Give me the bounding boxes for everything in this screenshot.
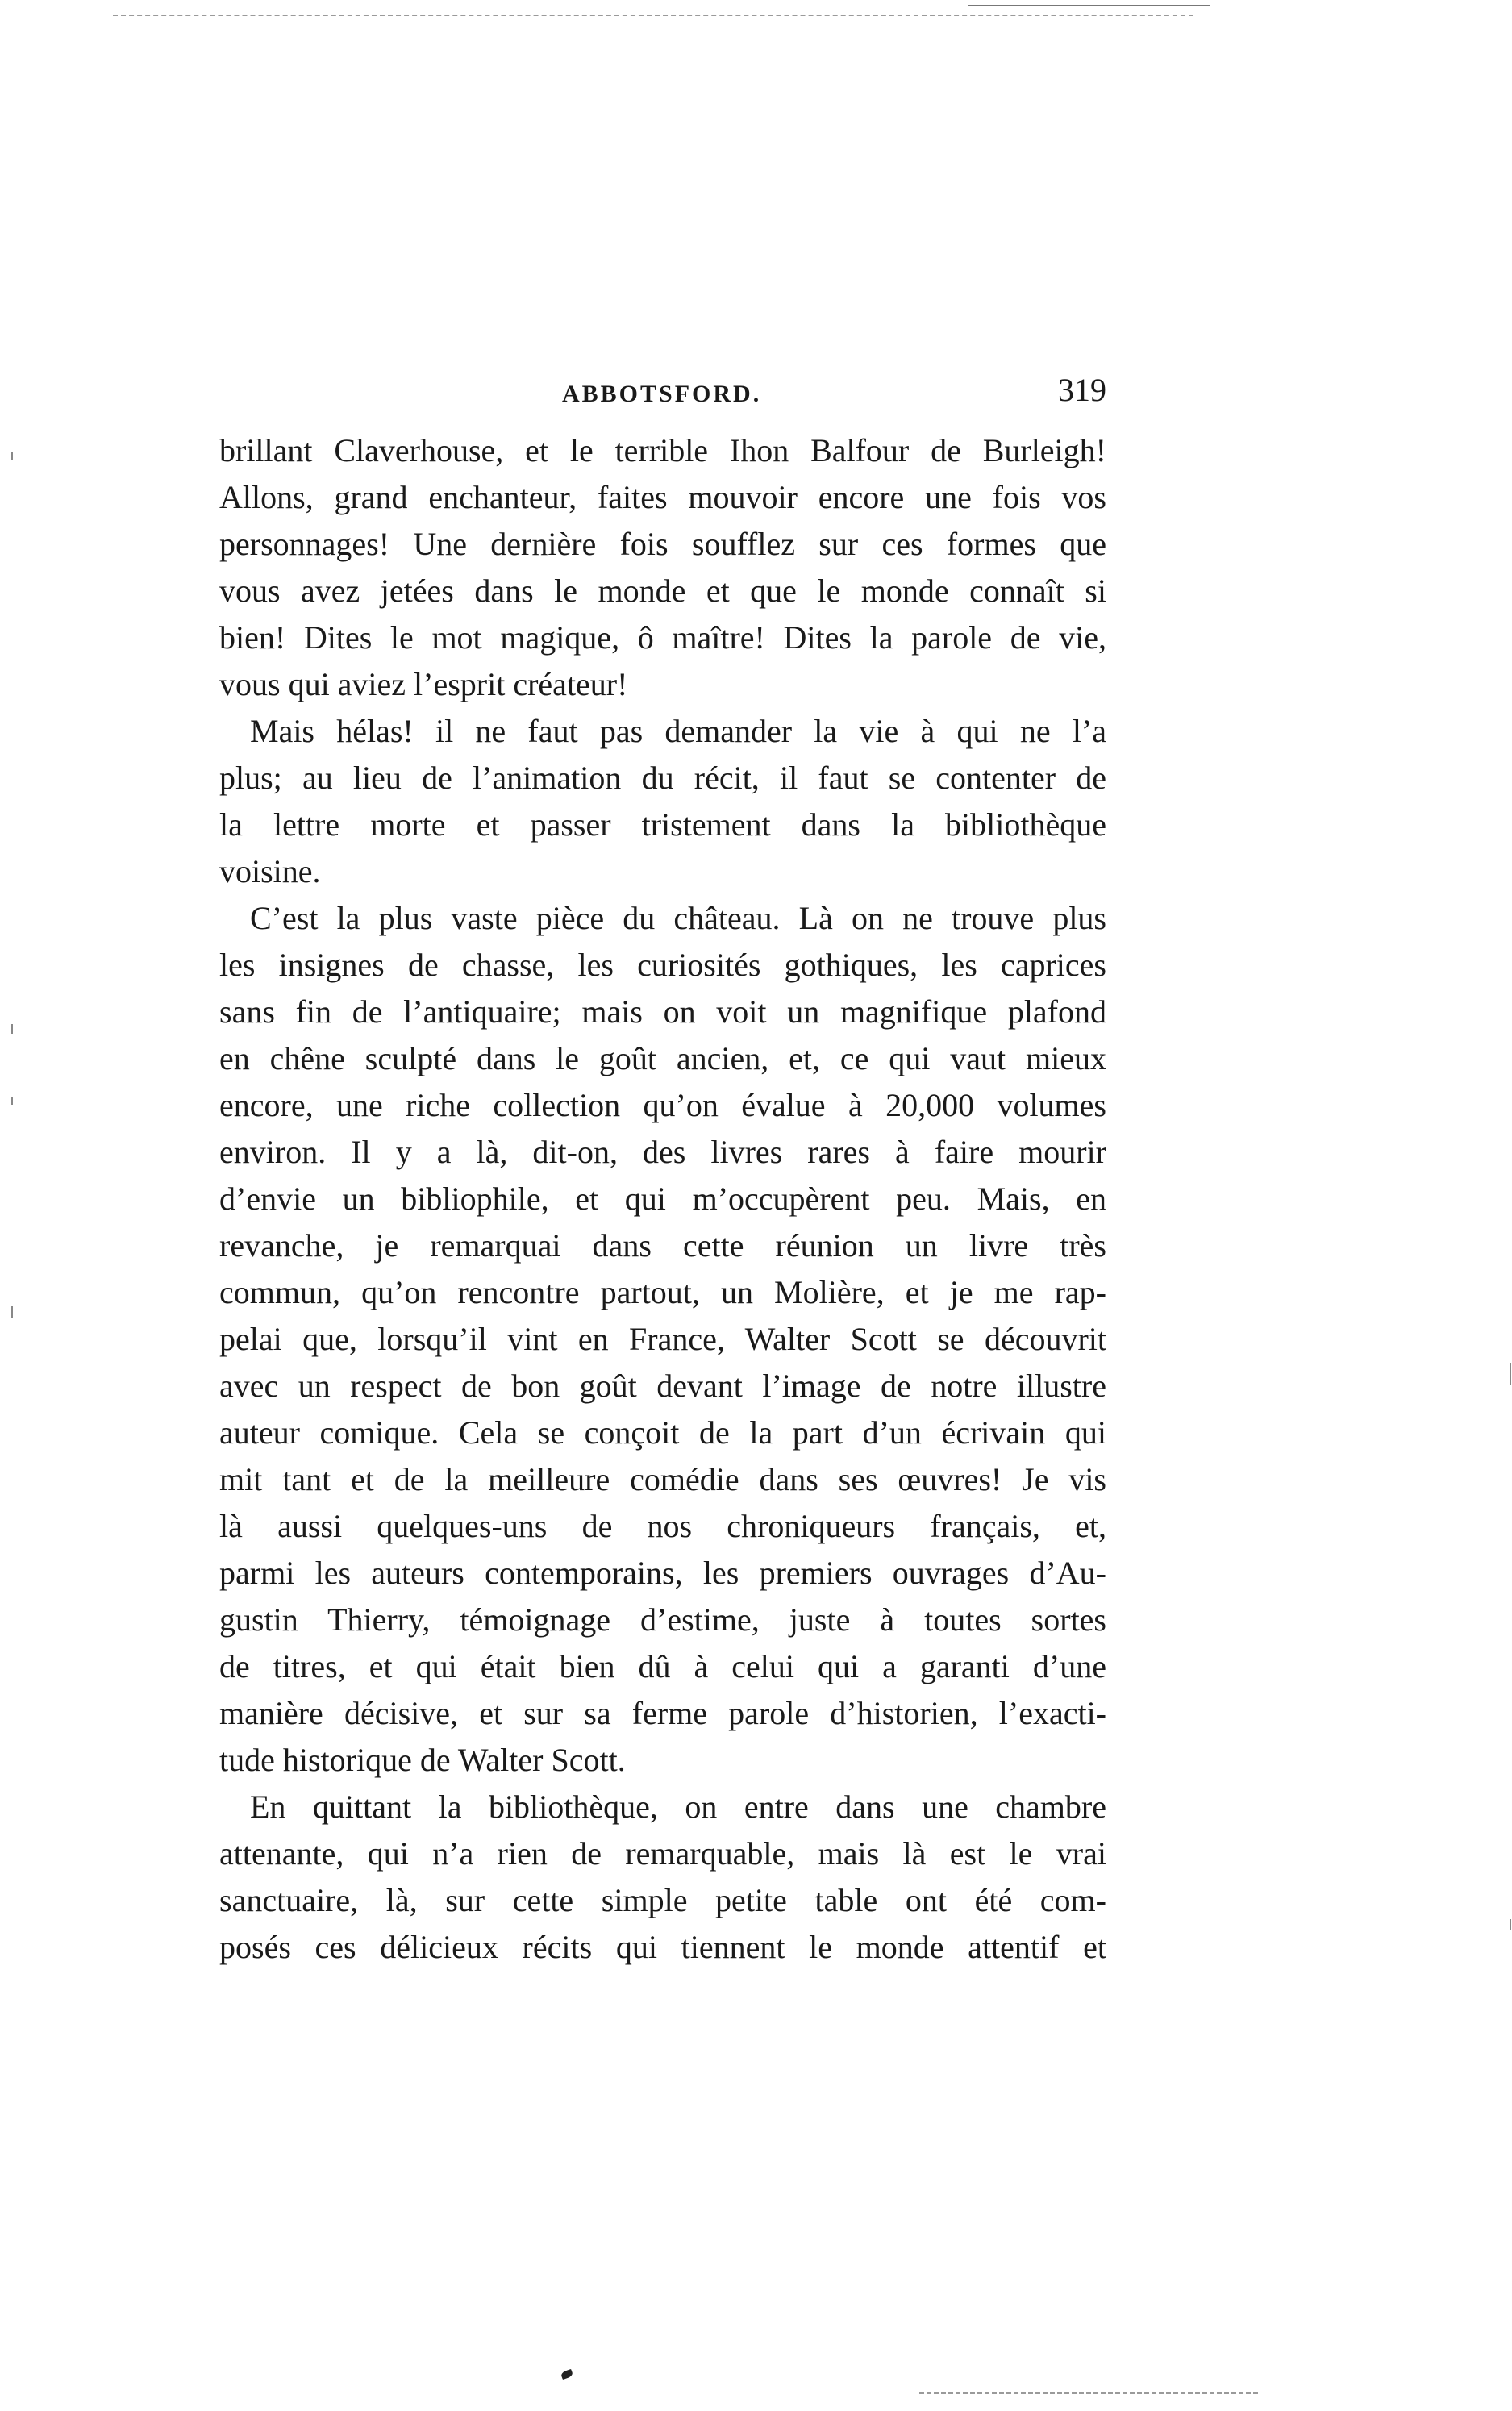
scan-edge-rule-top-right bbox=[968, 5, 1210, 6]
ink-blot-mark bbox=[560, 2369, 573, 2380]
text-line: vous qui aviez l’esprit créateur! bbox=[219, 666, 628, 702]
text-line: personnages! Une dernière fois soufflez sur ces formes que bbox=[219, 526, 1106, 562]
text-line: auteur comique. Cela se conçoit de la part d’un écrivain qui bbox=[219, 1414, 1106, 1451]
margin-speck bbox=[11, 1024, 13, 1034]
text-line: brillant Claverhouse, et le terrible Ihon Balfour de Burleigh! bbox=[219, 432, 1106, 468]
scan-edge-rule-bottom bbox=[919, 2392, 1258, 2394]
margin-speck bbox=[11, 1306, 13, 1318]
scan-edge-rule-top bbox=[113, 15, 1193, 16]
text-line: les insignes de chasse, les curiosités gothiques, les caprices bbox=[219, 947, 1106, 983]
page-number: 319 bbox=[1058, 372, 1106, 408]
text-line: la lettre morte et passer tristement dans la bibliothèque bbox=[219, 806, 1106, 843]
text-line: là aussi quelques-uns de nos chroniqueurs français, et, bbox=[219, 1508, 1106, 1544]
paragraph-start-line: Mais hélas! il ne faut pas demander la vie à qui ne l’a bbox=[250, 713, 1106, 749]
text-line: d’envie un bibliophile, et qui m’occupèrent peu. Mais, en bbox=[219, 1181, 1106, 1217]
text-line: gustin Thierry, témoignage d’estime, juste à toutes sortes bbox=[219, 1601, 1106, 1638]
text-line: encore, une riche collection qu’on évalue à 20,000 volumes bbox=[219, 1087, 1106, 1123]
text-line: pelai que, lorsqu’il vint en France, Walter Scott se découvrit bbox=[219, 1321, 1106, 1357]
body-text bbox=[219, 427, 1106, 1971]
text-line: manière décisive, et sur sa ferme parole d’historien, l’exacti- bbox=[219, 1695, 1106, 1731]
margin-speck bbox=[1510, 1363, 1511, 1385]
text-line: voisine. bbox=[219, 853, 321, 889]
text-line: revanche, je remarquai dans cette réunion un livre très bbox=[219, 1227, 1106, 1264]
page-header bbox=[219, 371, 1106, 419]
margin-speck bbox=[1510, 1919, 1511, 1930]
text-line: attenante, qui n’a rien de remarquable, mais là est le vrai bbox=[219, 1835, 1106, 1872]
text-line: avec un respect de bon goût devant l’image de notre illustre bbox=[219, 1368, 1106, 1404]
margin-speck bbox=[11, 1097, 13, 1105]
text-line: mit tant et de la meilleure comédie dans ses œuvres! Je vis bbox=[219, 1461, 1106, 1497]
paragraph-start-line: C’est la plus vaste pièce du château. Là on ne trouve plus bbox=[250, 900, 1106, 936]
text-line: sanctuaire, là, sur cette simple petite table ont été com- bbox=[219, 1882, 1106, 1918]
paragraph-start-line: En quittant la bibliothèque, on entre dans une chambre bbox=[250, 1788, 1106, 1825]
text-line: commun, qu’on rencontre partout, un Molière, et je me rap- bbox=[219, 1274, 1106, 1310]
text-line: vous avez jetées dans le monde et que le monde connaît si bbox=[219, 573, 1106, 609]
text-line: environ. Il y a là, dit-on, des livres rares à faire mourir bbox=[219, 1134, 1106, 1170]
text-line: Allons, grand enchanteur, faites mouvoir encore une fois vos bbox=[219, 479, 1106, 515]
text-line: plus; au lieu de l’animation du récit, il faut se contenter de bbox=[219, 760, 1106, 796]
running-title: ABBOTSFORD. bbox=[562, 381, 762, 407]
text-line: en chêne sculpté dans le goût ancien, et, ce qui vaut mieux bbox=[219, 1040, 1106, 1076]
text-line: de titres, et qui était bien dû à celui qui a garanti d’une bbox=[219, 1648, 1106, 1684]
text-line: tude historique de Walter Scott. bbox=[219, 1742, 626, 1778]
text-line: sans fin de l’antiquaire; mais on voit un magnifique plafond bbox=[219, 993, 1106, 1030]
text-line: parmi les auteurs contemporains, les premiers ouvrages d’Au- bbox=[219, 1555, 1106, 1591]
text-line: bien! Dites le mot magique, ô maître! Dites la parole de vie, bbox=[219, 619, 1106, 656]
text-line: posés ces délicieux récits qui tiennent le monde attentif et bbox=[219, 1929, 1106, 1965]
margin-speck bbox=[11, 452, 13, 460]
